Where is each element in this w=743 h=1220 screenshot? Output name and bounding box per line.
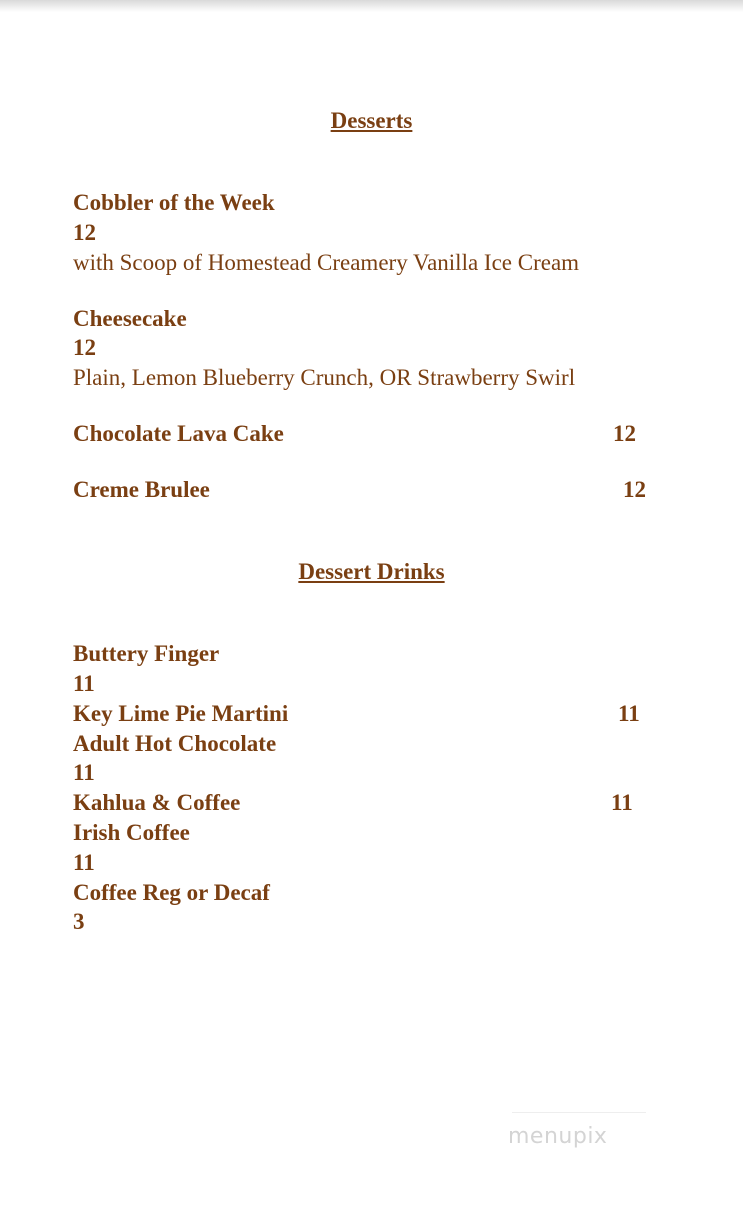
menu-item-name: Coffee Reg or Decaf <box>73 880 270 905</box>
menu-item-price: 11 <box>611 790 633 815</box>
menu-item-price: 12 <box>73 335 96 360</box>
menu-item-name: Adult Hot Chocolate <box>73 731 277 756</box>
menu-item-price: 11 <box>73 671 95 696</box>
menu-item-name: Cobbler of the Week <box>73 190 275 215</box>
menu-item-description: with Scoop of Homestead Creamery Vanilla Ice Cream <box>73 250 580 275</box>
menu-item-name: Kahlua & Coffee <box>73 790 241 815</box>
menu-item-price: 12 <box>73 220 96 245</box>
menu-item-price: 3 <box>73 909 85 934</box>
menu-item-price: 11 <box>618 701 640 726</box>
menu-item-name: Irish Coffee <box>73 820 190 845</box>
menu-item-description: Plain, Lemon Blueberry Crunch, OR Strawberry Swirl <box>73 365 576 390</box>
menu-item-price: 11 <box>73 850 95 875</box>
dessert-drinks-heading: Dessert Drinks <box>298 559 445 584</box>
watermark-rule <box>512 1112 646 1113</box>
top-shadow <box>0 0 743 12</box>
watermark-logo: menupix <box>508 1124 608 1149</box>
menu-item-name: Cheesecake <box>73 306 187 331</box>
menu-item-name: Creme Brulee <box>73 477 210 502</box>
desserts-heading: Desserts <box>330 108 413 133</box>
menu-item-price: 11 <box>73 760 95 785</box>
menu-item-name: Key Lime Pie Martini <box>73 701 289 726</box>
menu-item-name: Buttery Finger <box>73 641 220 666</box>
menu-item-price: 12 <box>623 477 646 502</box>
menu-item-price: 12 <box>613 421 636 446</box>
menu-item-name: Chocolate Lava Cake <box>73 421 284 446</box>
